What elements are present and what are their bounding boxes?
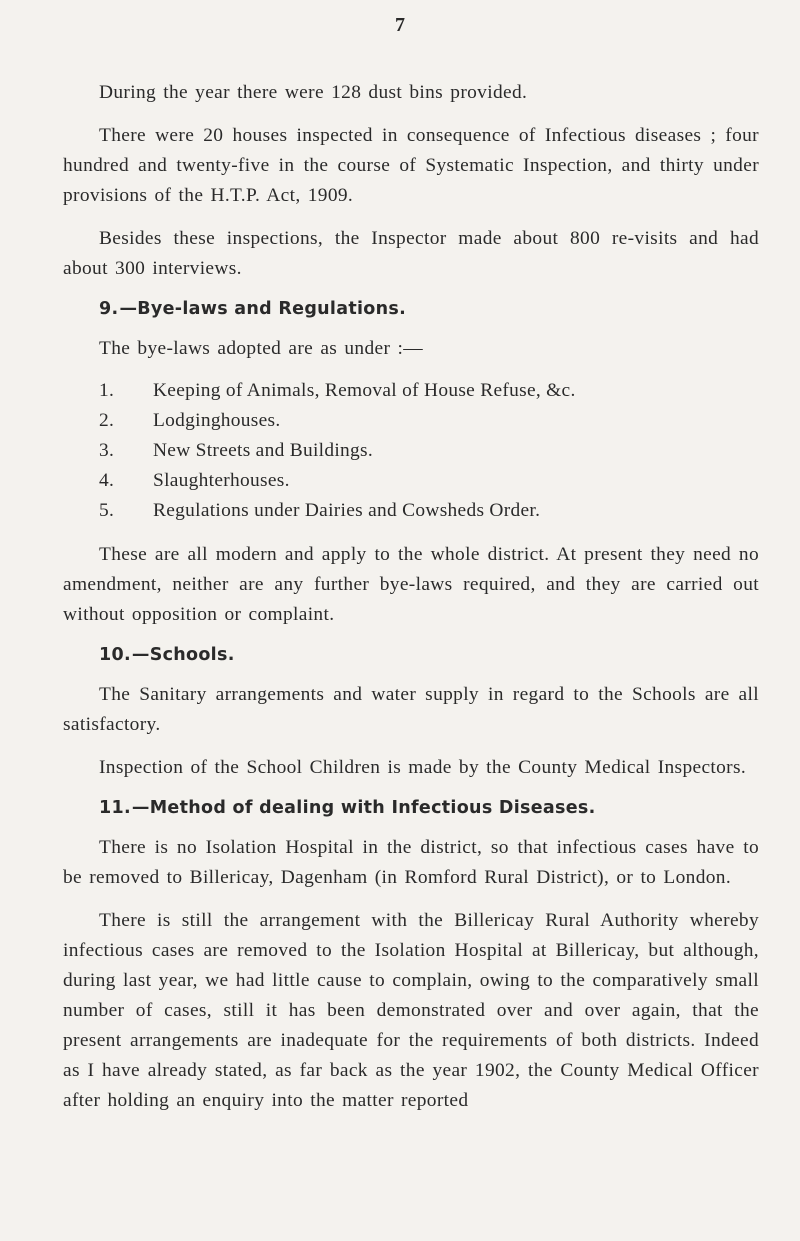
paragraph-houses-inspected: There were 20 houses inspected in consequence of Infectious diseases ; four hundred and twenty-five in the course of Systematic Inspection, and thirty under provisions of the H.T.P. Act, 1909.	[63, 125, 759, 206]
list-item	[63, 406, 759, 436]
schools-sanitary: The Sanitary arrangements and water supply in regard to the Schools are all satisfactory.	[63, 684, 759, 735]
page-number: 7	[395, 14, 405, 36]
list-item-text: Regulations under Dairies and Cowsheds Order.	[153, 500, 541, 521]
section-9-title: —Bye-laws and Regulations.	[119, 299, 407, 319]
list-item	[63, 376, 759, 406]
paragraph-revisits: Besides these inspections, the Inspector made about 800 re-visits and had about 300 interviews.	[63, 228, 759, 279]
section-11-title: —Method of dealing with Infectious Diseases.	[131, 798, 596, 818]
page-body	[63, 78, 759, 1116]
list-item-number: 1.	[99, 380, 115, 401]
list-item	[63, 436, 759, 466]
list-item-text: Lodginghouses.	[153, 410, 281, 431]
schools-inspection: Inspection of the School Children is made by the County Medical Inspectors.	[99, 757, 747, 778]
list-item-text: Slaughterhouses.	[153, 470, 290, 491]
bye-laws-closing: These are all modern and apply to the whole district. At present they need no amendment, neither are any further bye-laws required, and they are carried out without opposition or complaint.	[63, 544, 759, 625]
list-item-text: Keeping of Animals, Removal of House Refuse, &c.	[153, 380, 576, 401]
list-item	[63, 496, 759, 526]
section-11-number: 11.	[99, 798, 131, 818]
paragraph-dust-bins: During the year there were 128 dust bins provided.	[99, 82, 528, 103]
isolation-hospital-paragraph: There is no Isolation Hospital in the district, so that infectious cases have to be removed to Billericay, Dagenham (in Romford Rural District), or to London.	[63, 837, 759, 888]
list-item-text: New Streets and Buildings.	[153, 440, 373, 461]
bye-laws-list	[63, 376, 759, 526]
list-item	[63, 466, 759, 496]
section-9-number: 9.	[99, 299, 119, 319]
list-item-number: 4.	[99, 470, 115, 491]
section-9-heading	[99, 297, 759, 321]
list-item-number: 5.	[99, 500, 115, 521]
bye-laws-intro: The bye-laws adopted are as under :—	[99, 338, 423, 359]
section-10-heading	[99, 643, 759, 667]
list-item-number: 2.	[99, 410, 115, 431]
list-item-number: 3.	[99, 440, 115, 461]
billericay-arrangement-paragraph: There is still the arrangement with the Billericay Rural Authority whereby infectious cases are removed to the Isolation Hospital at Billericay, but although, during last year, we had little cause to complain, owing to the comparatively small number of cases, still it has been demonstrated over and over again, that the present arrangements are inadequate for the requirements of both districts. Indeed as I have already stated, as far back as the year 1902, the County Medical Officer after holding an enquiry into the matter reported	[63, 910, 759, 1111]
section-10-title: —Schools.	[131, 645, 235, 665]
section-10-number: 10.	[99, 645, 131, 665]
section-11-heading	[99, 796, 759, 820]
